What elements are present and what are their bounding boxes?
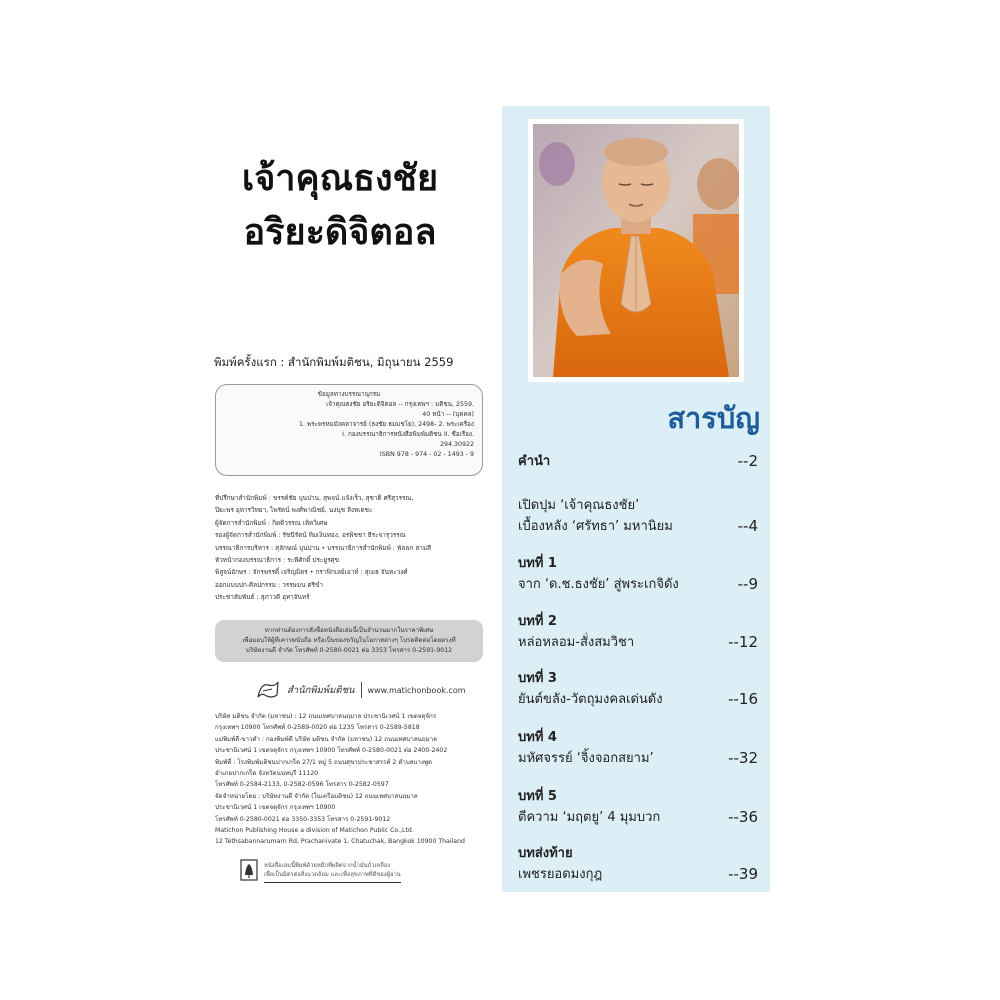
soy-ink-line: หนังสือเล่มนี้พิมพ์ด้วยหมึกที่ผลิตจากน้ำมันถั่วเหลือง <box>264 862 391 869</box>
staff-line: ที่ปรึกษาสำนักพิมพ์ : ขรรค์ชัย บุนปาน, สุพจน์ แจ้งเร็ว, สุชาติ ศรีสุวรรณ, <box>215 494 414 502</box>
staff-line: ออกแบบปก-ศิลปกรรม : วรรษมน ศรีขำ <box>215 580 323 589</box>
toc-item-subtitle: จาก ‘ด.ช.ธงชัย’ สู่พระเกจิดัง <box>518 577 679 592</box>
toc-item-title: คำนำ <box>518 454 551 469</box>
toc-item-title: บทที่ 5 <box>518 789 557 804</box>
toc-item-subtitle: ยันต์ขลัง-วัตถุมงคลเด่นดัง <box>518 692 663 707</box>
toc-item-subtitle: มหัศจรรย์ ‘จิ้งจอกสยาม’ <box>518 751 654 766</box>
catalog-line: 40 หน้า -- (บุคคล) <box>422 411 474 418</box>
publisher-logo-icon <box>255 679 281 701</box>
staff-line: ผู้จัดการสำนักพิมพ์ : กิตติวรรณ เทิดวิเศษ <box>215 518 328 527</box>
catalog-line: 1. พระพรหมมังคลาจารย์ (ธงชัย ธมมชโย), 2498- 2. พระเครื่อง <box>298 421 474 428</box>
publisher-logo-row <box>255 676 485 704</box>
toc-item-page: --39 <box>728 865 758 883</box>
toc-item-title: เปิดปุม ‘เจ้าคุณธงชัย’ <box>518 498 640 513</box>
staff-line: ประชาสัมพันธ์ : สุภาวดี อุทาจันทร์ <box>215 593 310 602</box>
address-line: จัดจำหน่ายโดย : บริษัทงานดี จำกัด (ในเครือมติชน) 12 ถนนเทศบาลนฤมาล <box>215 792 418 800</box>
toc-item-subtitle: เบื้องหลัง ‘ศรัทธา’ มหานิยม <box>518 519 673 534</box>
toc-item-subtitle: เพชรยอดมงกุฎ <box>518 867 603 882</box>
address-line: โทรศัพท์ 0-2584-2133, 0-2582-0596 โทรสาร 0-2582-0597 <box>215 781 389 789</box>
toc-item-chapter-4[interactable] <box>518 727 758 769</box>
bulk-order-notice <box>215 620 483 662</box>
address-line: แม่พิมพ์สี-ขาวดำ : กองพิมพ์ดี บริษัท มติชน จำกัด (มหาชน) 12 ถนนเทศบาลนฤมาล <box>215 735 437 743</box>
notice-line: หากท่านต้องการสั่งซื้อหนังสือเล่มนี้เป็นจำนวนมากในราคาพิเศษ <box>264 627 434 634</box>
address-line: Matichon Publishing House a division of Matichon Public Co.,Ltd. <box>215 827 414 835</box>
toc-item-title: บทส่งท้าย <box>518 846 573 861</box>
staff-line: รองผู้จัดการสำนักพิมพ์ : รัชนีรัตน์ ทิมเงินทอง, อรพิชชา ธีระจารุวรรณ <box>215 531 406 540</box>
edition-info: พิมพ์ครั้งแรก : สำนักพิมพ์มติชน, มิถุนายน 2559 <box>214 355 454 369</box>
book-title <box>190 152 490 260</box>
address-line: ประชานิเวศน์ 1 เขตจตุจักร กรุงเทพฯ 10900 <box>215 804 336 812</box>
catalog-line: ข้อมูลทางบรรณานุกรม <box>317 391 381 398</box>
staff-line: บรรณาธิการบริหาร : สุลักษณ์ บุนปาน • บรรณาธิการสำนักพิมพ์ : พัลลภ สามสี <box>215 543 431 552</box>
toc-item-subtitle: หล่อหลอม-สั่งสมวิชา <box>518 635 635 650</box>
soy-ink-icon <box>240 859 258 885</box>
book-title-line-2: อริยะดิจิตอล <box>243 212 437 253</box>
toc-item-page: --12 <box>728 633 758 651</box>
toc-item-chapter-2[interactable] <box>518 611 758 653</box>
notice-line: เพื่อมอบให้ผู้ที่เคารพนับถือ หรือเป็นของขวัญในโอกาสต่างๆ โปรดติดต่อโดยตรงที่ <box>242 637 456 644</box>
staff-line: ปิยะพร อุทารวิทยา, ไพรัตน์ พงศ์พาณิชย์, นงนุช สิงหเดชะ <box>215 506 373 515</box>
contents-heading: สารบัญ <box>667 401 760 435</box>
catalog-line: ISBN 978 - 974 - 02 - 1493 - 9 <box>379 451 474 458</box>
toc-item-page: --2 <box>737 452 758 470</box>
toc-item-chapter-5[interactable] <box>518 786 758 828</box>
address-line: ประชานิเวศน์ 1 เขตจตุจักร กรุงเทพฯ 10900 โทรศัพท์ 0-2580-0021 ต่อ 2400-2402 <box>215 747 448 755</box>
toc-item-title: บทที่ 3 <box>518 671 557 686</box>
toc-item-subtitle: ตีความ ‘มฤตยู’ 4 มุมบวก <box>518 810 661 825</box>
publisher-logo-text: สำนักพิมพ์มติชน <box>287 684 355 696</box>
cataloging-box <box>215 384 483 476</box>
soy-ink-notice <box>240 858 456 886</box>
publisher-address <box>215 711 485 848</box>
notice-line: บริษัทงานดี จำกัด โทรศัพท์ 0-2580-0021 ต่อ 3353 โทรสาร 0-2591-9012 <box>245 647 453 654</box>
catalog-line: 294.30922 <box>439 441 474 448</box>
toc-item-page: --36 <box>728 808 758 826</box>
toc-item-page: --32 <box>728 749 758 767</box>
logo-divider <box>361 682 362 698</box>
publisher-website[interactable]: www.matichonbook.com <box>367 685 466 695</box>
address-line: โทรศัพท์ 0-2580-0021 ต่อ 3350-3353 โทรสาร 0-2591-9012 <box>215 815 391 823</box>
toc-item-foreword[interactable] <box>518 451 758 472</box>
address-line: พิมพ์ที่ : โรงพิมพ์มติชนปากเกร็ด 27/1 หมู่ 5 ถนนสุขาประชาสรรค์ 2 ตำบลบางพูด <box>215 758 433 766</box>
address-line: กรุงเทพฯ 10900 โทรศัพท์ 0-2589-0020 ต่อ 1235 โทรสาร 0-2589-5818 <box>215 724 420 732</box>
toc-item-page: --4 <box>737 517 758 535</box>
toc-item-title: บทที่ 1 <box>518 556 557 571</box>
toc-item-page: --9 <box>737 575 758 593</box>
catalog-line: I. กองบรรณาธิการหนังสือพิมพ์มติชน II. ชื่อเรื่อง. <box>342 431 474 438</box>
catalog-line: เจ้าคุณธงชัย อริยะดิจิตอล -- กรุงเทพฯ : มติชน, 2559. <box>326 401 474 408</box>
toc-item-epilogue[interactable] <box>518 843 758 885</box>
staff-credits <box>215 492 485 604</box>
staff-line: พิสูจน์อักษร : จักรพรรดิ์ เจริญมิตร • กราฟิกเลย์เอาท์ : สุเมธ จันทะวงศ์ <box>215 568 408 577</box>
toc-item-intro[interactable] <box>518 495 758 537</box>
toc-item-page: --16 <box>728 690 758 708</box>
book-title-line-1: เจ้าคุณธงชัย <box>241 158 439 199</box>
toc-item-chapter-1[interactable] <box>518 553 758 595</box>
toc-item-title: บทที่ 2 <box>518 614 557 629</box>
staff-line: หัวหน้ากองบรรณาธิการ : ระพีศักดิ์ ประยูรศุข <box>215 556 339 565</box>
address-line: 12 Tethsabannarumarn Rd, Prachanivate 1, Chatuchak, Bangkok 10900 Thailand <box>215 838 465 846</box>
toc-item-title: บทที่ 4 <box>518 730 557 745</box>
address-line: อำเภอปากเกร็ด จังหวัดนนทบุรี 11120 <box>215 770 319 778</box>
address-line: บริษัท มติชน จำกัด (มหาชน) : 12 ถนนเทศบาลนฤมาล ประชานิเวศน์ 1 เขตจตุจักร <box>215 713 437 720</box>
soy-ink-line: เพื่อเป็นมิตรต่อสิ่งแวดล้อม และเพื่อสุขภาพที่ดีของผู้อ่าน <box>264 871 401 878</box>
monk-photo <box>528 119 744 382</box>
toc-item-chapter-3[interactable] <box>518 668 758 710</box>
